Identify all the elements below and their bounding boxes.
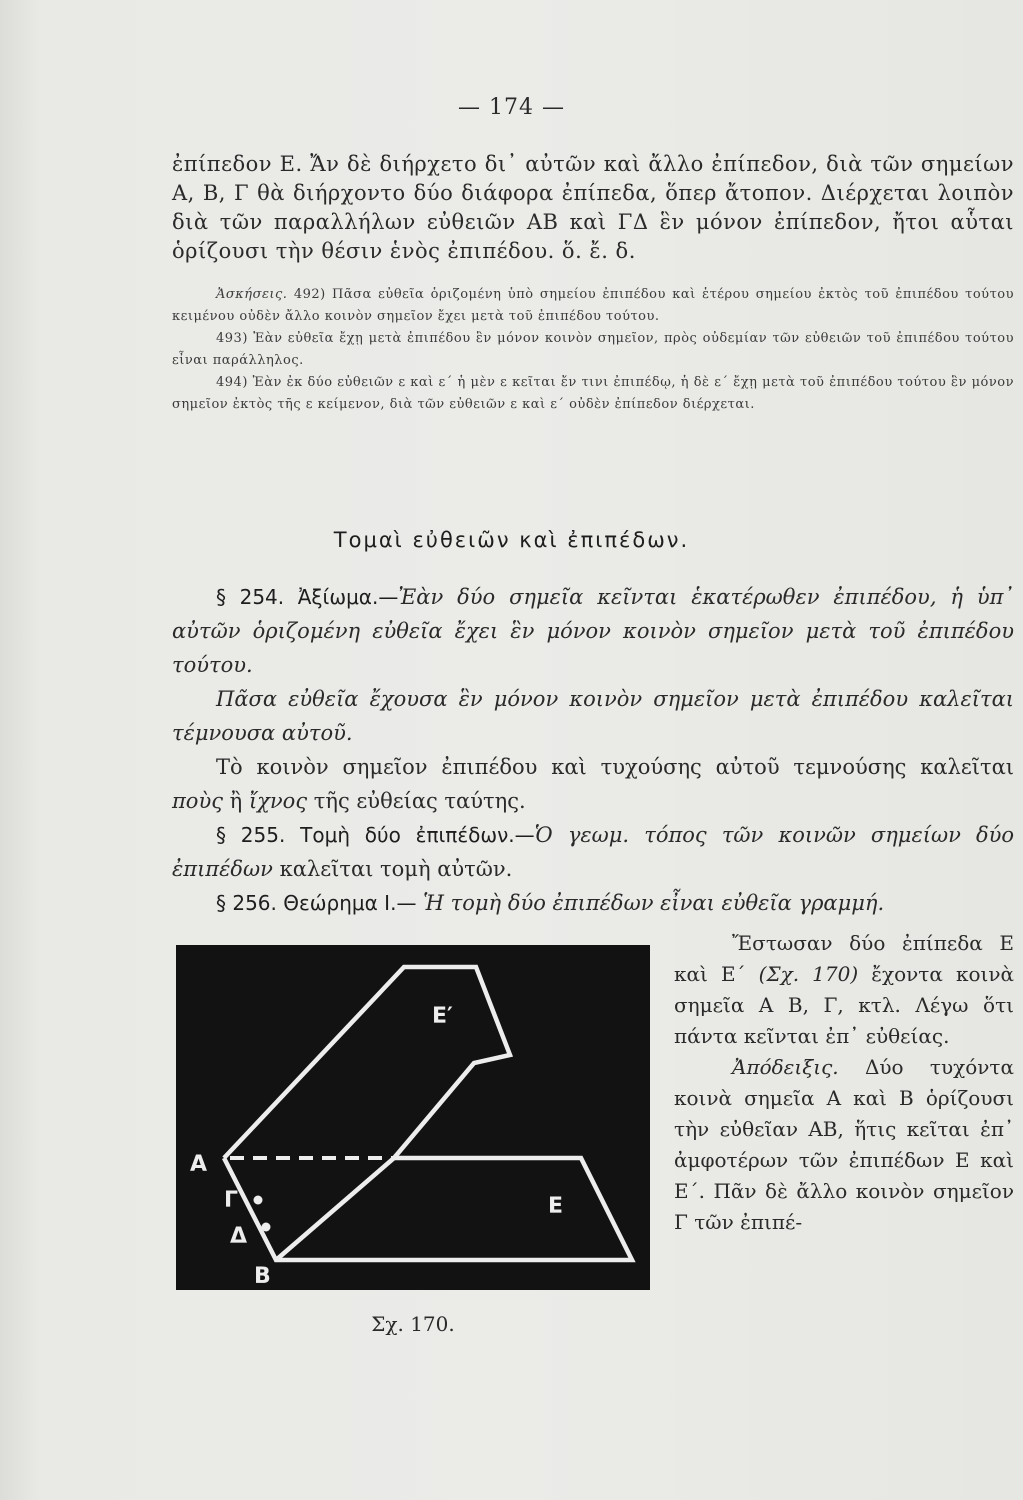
main-text [172, 580, 1014, 920]
point-delta [262, 1223, 271, 1232]
proof-body [674, 1052, 1014, 1238]
label-e: Ε [548, 1194, 564, 1219]
definition-cutting-line: Πᾶσα εὐθεῖα ἔχουσα ἓν μόνον κοινὸν σημεῖον μετὰ ἐπιπέδου καλεῖται τέμνουσα αὐτοῦ. [172, 687, 1014, 745]
proof-intro [674, 928, 1014, 1052]
definition-foot-or: ἢ [229, 789, 243, 813]
definition-foot [172, 750, 1014, 818]
figure-reference: (Σχ. 170) [758, 962, 859, 986]
proof-column [674, 928, 1014, 1238]
exercise-492 [172, 284, 1014, 328]
exercise-492-text: 492) Πᾶσα εὐθεῖα ὁριζομένη ὑπὸ σημείου ἐπιπέδου καὶ ἑτέρου σημείου ἐκτὸς τοῦ ἐπιπέδου τούτου κειμένου οὐδὲν ἄλλο κοινὸν σημεῖον ἔχει μετὰ τοῦ ἐπιπέδου τούτου. [172, 287, 1014, 324]
exercises-block [172, 284, 1014, 416]
proof-text: Δύο τυχόντα κοινὰ σημεῖα Α καὶ Β ὁρίζουσι τὴν εὐθεῖαν ΑΒ, ἥτις κεῖται ἐπ᾽ ἀμφοτέρων τῶν ἐπιπέδων Ε καὶ Ε΄. Πᾶν δὲ ἄλλο κοινὸν σημεῖον Γ τῶν ἐπιπέ- [674, 1055, 1014, 1234]
intro-paragraph: ἐπίπεδον Ε. Ἄν δὲ διήρχετο δι᾽ αὐτῶν καὶ ἄλλο ἐπίπεδον, διὰ τῶν σημείων Α, Β, Γ θὰ διήρχοντο δύο διάφορα ἐπίπεδα, ὅπερ ἄτοπον. Διέρχεται λοιπὸν διὰ τῶν παραλλήλων εὐθειῶν ΑΒ καὶ ΓΔ ἓν μόνον ἐπίπεδον, ἤτοι αὗται ὁρίζουσι τὴν θέσιν ἑνὸς ἐπιπέδου. ὅ. ἔ. δ. [172, 152, 1014, 263]
plane-e-prime-lower-edge [276, 1158, 394, 1260]
proof-intro-b: ἔχοντα κοινὰ σημεῖα Α Β, Γ, κτλ. Λέγω ὅτι πάντα κεῖνται ἐπ᾽ εὐθείας. [674, 962, 1014, 1048]
axiom-254-title: § 254. Ἀξίωμα.— [216, 585, 399, 609]
figure-caption: Σχ. 170. [371, 1312, 455, 1336]
plane-e-outline [224, 1158, 632, 1260]
page-number: — 174 — [458, 95, 565, 120]
exercises-label: Ἀσκήσεις. [216, 287, 288, 302]
section-255 [172, 818, 1014, 886]
exercise-494: 494) Ἐὰν ἐκ δύο εὐθειῶν ε καὶ ε΄ ἡ μὲν ε κεῖται ἔν τινι ἐπιπέδῳ, ἡ δὲ ε΄ ἔχῃ μετὰ τοῦ ἐπιπέδου τούτου ἓν μόνον σημεῖον ἐκτὸς τῆς ε κείμενον, διὰ τῶν εὐθειῶν ε καὶ ε΄ οὐδὲν ἐπίπεδον διέρχεται. [172, 375, 1014, 412]
label-e-prime: Ε′ [432, 1004, 453, 1029]
proof-label: Ἀπόδειξις. [732, 1055, 839, 1079]
label-a: Α [190, 1152, 208, 1177]
section-255-normal: καλεῖται τομὴ αὐτῶν. [279, 857, 513, 881]
axiom-254 [172, 580, 1014, 682]
exercise-493: 493) Ἐὰν εὐθεῖα ἔχῃ μετὰ ἐπιπέδου ἓν μόνον κοινὸν σημεῖον, πρὸς οὐδεμίαν τῶν εὐθειῶν τοῦ ἐπιπέδου τούτου εἶναι παράλληλος. [172, 331, 1014, 368]
label-b: Β [254, 1264, 271, 1289]
theorem-256-text: Ἡ τομὴ δύο ἐπιπέδων εἶναι εὐθεῖα γραμμή. [423, 891, 885, 915]
proof-intro-a: Ἔστωσαν δύο ἐπίπεδα Ε καὶ Ε΄ [674, 931, 1014, 986]
planes-diagram [176, 945, 650, 1290]
figure-170 [176, 945, 650, 1290]
definition-foot-after: τῆς εὐθείας ταύτης. [313, 789, 526, 813]
theorem-256 [172, 886, 1014, 920]
section-255-italic: Ὁ γεωμ. τόπος τῶν κοινῶν σημείων δύο ἐπιπέδων [172, 823, 1015, 881]
label-delta: Δ [230, 1224, 248, 1249]
section-heading: Τομαὶ εὐθειῶν καὶ ἐπιπέδων. [333, 528, 690, 552]
term-foot: ποὺς [172, 789, 223, 813]
label-gamma: Γ [224, 1188, 239, 1213]
definition-foot-before: Τὸ κοινὸν σημεῖον ἐπιπέδου καὶ τυχούσης αὐτοῦ τεμνούσης καλεῖται [216, 755, 1014, 779]
axiom-254-text: Ἐὰν δύο σημεῖα κεῖνται ἑκατέρωθεν ἐπιπέδου, ἡ ὑπ᾽ αὐτῶν ὁριζομένη εὐθεῖα ἔχει ἓν μόνον κοινὸν σημεῖον μετὰ τοῦ ἐπιπέδου τούτου. [172, 585, 1014, 677]
term-trace: ἴχνος [248, 789, 308, 813]
point-gamma [254, 1196, 263, 1205]
plane-e-prime-outline [224, 967, 510, 1158]
theorem-256-title: § 256. Θεώρημα Ι.— [216, 891, 417, 915]
section-255-title: § 255. Τομὴ δύο ἐπιπέδων.— [216, 823, 535, 847]
